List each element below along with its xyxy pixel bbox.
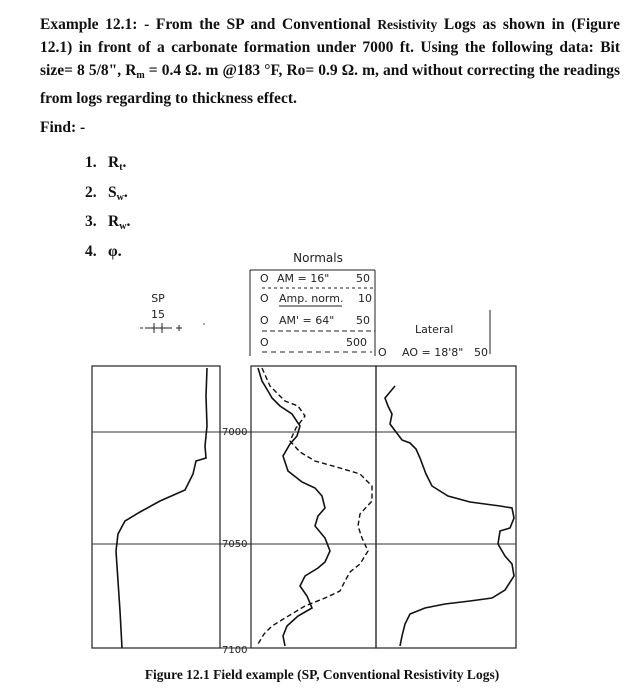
lateral-zero: O (378, 346, 387, 359)
short-normal-curve (258, 368, 330, 646)
log-figure (0, 246, 644, 664)
svg-text:7000: 7000 (222, 427, 248, 438)
am64-max: 50 (356, 314, 370, 327)
problem-head-small: Resistivity (377, 17, 438, 32)
depth-7000 (220, 427, 251, 438)
figure-caption: Figure 12.1 Field example (SP, Conventional Resistivity Logs) (144, 667, 500, 682)
normals-title: Normals (293, 251, 343, 265)
long-normal-curve (258, 368, 372, 644)
find-item: 4. φ. (85, 242, 122, 260)
find-item: 3. $R_w$. (85, 213, 131, 232)
rm-subscript: m (136, 70, 145, 81)
sp-track (92, 366, 220, 648)
am16-max: 50 (356, 272, 370, 285)
normals-track (251, 366, 376, 648)
depth-7050 (220, 539, 251, 550)
sp-label: SP (151, 292, 165, 305)
lateral-track (376, 366, 516, 648)
depth-7100 (220, 645, 251, 656)
am16-zero: O (260, 272, 269, 285)
problem-head: Example 12.1: - From the SP and Conventional (40, 16, 378, 33)
svg-text:7100: 7100 (222, 645, 248, 656)
scale500-max: 500 (346, 336, 367, 349)
find-label: Find: - (40, 119, 86, 136)
lateral-max: 50 (474, 346, 488, 359)
lateral-title: Lateral (415, 323, 454, 336)
problem-statement (40, 13, 620, 110)
amp-label: Amp. norm. (279, 292, 344, 305)
am64-zero: O (260, 314, 269, 327)
problem-body-2: = 0.4 Ω. m @183 °F, Ro= 0.9 Ω. m, and without correcting the readings from logs regarding to thickness effect. (40, 62, 620, 107)
svg-text:7050: 7050 (222, 539, 248, 550)
lateral-curve (385, 386, 514, 646)
find-item: 2. $S_w$. (85, 183, 128, 203)
sp-curve (116, 368, 207, 648)
find-item: 1. $R_t$. (85, 154, 127, 173)
scale500-zero: O (260, 336, 269, 349)
am64-label: AM' = 64" (279, 314, 335, 327)
sp-scale-bar-icon (140, 323, 182, 333)
am16-label: AM = 16" (277, 272, 330, 285)
lateral-label: AO = 18'8" (402, 346, 464, 359)
problem-body-1: Logs as shown in (Figure 12.1) in front of a carbonate formation under 7000 ft. Using the following data: Bit size= 8 5/8", R (40, 16, 621, 79)
sp-scale: 15 (151, 308, 165, 321)
amp-zero: O (260, 292, 269, 305)
amp-max: 10 (358, 292, 372, 305)
